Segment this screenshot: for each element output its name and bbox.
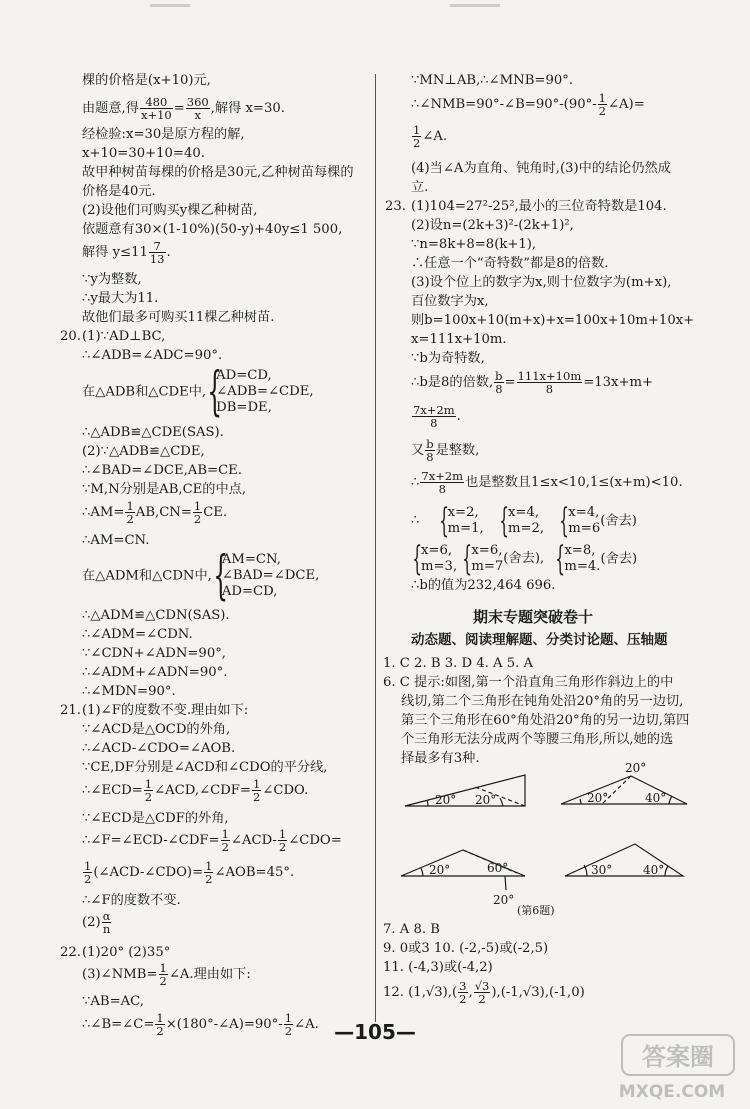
text-line: ∴AM=CN.	[82, 533, 150, 548]
pointer-line	[505, 876, 506, 890]
figure-caption: (第6题)	[517, 904, 555, 917]
text-line: ∵b为奇特数,	[411, 351, 485, 366]
text-line: (3)设个位上的数字为x,则十位数字为(m+x),	[411, 275, 672, 290]
scan-mark	[150, 4, 190, 7]
equation-line: ∴∠NMB=90°-∠B=90°-(90°- $\frac{1}{2}$ ∠A)=	[411, 91, 645, 119]
fraction: $\frac{7x+2m}{8}$	[421, 469, 464, 497]
brace-icon: {	[207, 362, 223, 422]
angle-label: 20°	[429, 863, 451, 877]
text-line: 百位数字为x,	[411, 294, 489, 309]
equation-system: x=6, m=3,	[421, 543, 458, 574]
text-line: 则b=100x+10(m+x)+x=100x+10m+10x+	[411, 313, 695, 328]
equation-line: ∴∠B=∠C= $\frac{1}{2}$ ×(180°-∠A)=90°- $\frac{1}{2}$ ∠A.	[82, 1011, 319, 1039]
fraction: $\frac{7x+2m}{8}$	[413, 403, 455, 431]
text-line: ∴∠MDN=90°.	[82, 684, 176, 699]
equation-line: ∴∠F=∠ECD-∠CDF= $\frac{1}{2}$ ∠ACD- $\frac{1}{2}$ ∠CDO=	[82, 827, 342, 855]
angle-label: 20°	[435, 793, 457, 807]
angle-label: 60°	[487, 861, 509, 875]
equation-system: x=8, m=4.	[564, 543, 601, 574]
text-line: ∴∠ADB=∠ADC=90°.	[82, 348, 223, 363]
text-line: 故他们最多可购买11棵乙种树苗.	[82, 310, 275, 325]
inequality-line: 解得 y≤11 $\frac{7}{13}$ .	[82, 239, 171, 267]
angle-label: 20°	[475, 793, 497, 807]
brace-icon: {	[462, 539, 473, 579]
text-line: ∴∠ADM+∠ADN=90°.	[82, 665, 228, 680]
system-line: 在△ADB和△CDE中,{ AD=CD, ∠ADB=∠CDE, DB=DE,	[82, 362, 314, 422]
fraction: $\frac{360}{x}$	[186, 95, 209, 123]
section-subtitle: 动态题、阅读理解题、分类讨论题、压轴题	[411, 632, 668, 648]
equation-system: x=4, m=2,	[507, 505, 545, 536]
fraction: $\frac{1}{2}$	[205, 859, 213, 887]
text-line: ∵∠CDN+∠ADN=90°,	[82, 646, 226, 661]
fraction: $\frac{\alpha}{n}$	[102, 909, 111, 937]
text-line: ∴y最大为11.	[82, 291, 159, 306]
text-line: ∴∠F的度数不变.	[82, 893, 181, 908]
equation-line: 由题意,得 $\frac{480}{x+10}$ = $\frac{360}{x}$ ,解得 x=30.	[82, 95, 285, 123]
fraction: $\frac{1}{2}$	[84, 859, 92, 887]
text-line: 棵的价格是(x+10)元,	[82, 73, 211, 88]
solution-systems: ∴ { x=2, m=1, { x=4, m=2, { x=4, m=6 (舍去)	[411, 501, 637, 541]
text-line: 经检验:x=30是原方程的解,	[82, 127, 245, 142]
equation-line: (2) $\frac{\alpha}{n}$	[82, 909, 111, 937]
text-line: (2)∵△ADB≌△CDE,	[82, 444, 205, 459]
fraction: $\frac{1}{2}$	[278, 827, 287, 855]
page-number: —105—	[334, 1020, 416, 1044]
fraction: $\frac{3}{2}$	[459, 979, 467, 1007]
system-line: 在△ADM和△CDN中,{ AM=CN, ∠BAD=∠DCE, AD=CD,	[82, 546, 320, 606]
answer-line: 线切,第二个三角形在钝角处沿20°角的另一边切,	[401, 694, 684, 709]
brace-icon: {	[213, 546, 229, 606]
fraction: $\frac{1}{2}$	[193, 499, 202, 527]
equation-line: ∴ $\frac{7x+2m}{8}$ 也是整数且1≤x<10,1≤(x+m)<10.	[411, 469, 683, 497]
equation-line: 又 $\frac{b}{8}$ 是整数,	[411, 437, 480, 465]
text-line: ∴△ADM≌△CDN(SAS).	[82, 608, 230, 623]
brace-icon: {	[438, 501, 449, 541]
equation-system: AD=CD, ∠ADB=∠CDE, DB=DE,	[216, 368, 314, 415]
text-line: (1)∵AD⊥BC,	[82, 329, 166, 344]
fraction: $\frac{√3}{2}$	[474, 979, 490, 1007]
text-line: ∵∠ECD是△CDF的外角,	[82, 811, 229, 826]
equation-line: ∴b是8的倍数, $\frac{b}{8}$ = $\frac{111x+10m}{8}$ =13x+m+	[411, 369, 654, 397]
text-line: ∴∠BAD=∠DCE,AB=CE.	[82, 463, 242, 478]
scan-mark	[450, 4, 500, 7]
fraction: $\frac{1}{2}$	[156, 1011, 164, 1039]
section-title: 期末专题突破卷十	[473, 608, 594, 626]
fraction: $\frac{1}{2}$	[252, 777, 261, 805]
fraction: $\frac{1}{2}$	[159, 961, 167, 989]
text-line: (2)设他们可购买y棵乙种树苗,	[82, 203, 258, 218]
fraction: $\frac{1}{2}$	[598, 91, 606, 119]
text-line: ∵y为整数,	[82, 272, 142, 287]
fraction: $\frac{7}{13}$	[149, 239, 165, 267]
text-line: (1)∠F的度数不变.理由如下:	[82, 703, 249, 718]
angle-label: 20°	[625, 762, 647, 775]
answer-line: 7. A 8. B	[383, 922, 440, 937]
text-line: ∴任意一个“奇特数”都是8的倍数.	[411, 256, 609, 271]
column-divider	[375, 74, 376, 1022]
answer-line: 第三个三角形在60°角处沿20°角的另一边切,第四	[401, 713, 690, 728]
text-line: ∵M,N分别是AB,CE的中点,	[82, 482, 247, 497]
brace-icon: {	[555, 539, 566, 579]
equation-line: (3)∠NMB= $\frac{1}{2}$ ∠A.理由如下:	[82, 961, 251, 989]
equation-line: $\frac{7x+2m}{8}$ .	[413, 403, 461, 431]
text-line: 立.	[411, 180, 429, 195]
text-line: x=111x+10m.	[411, 332, 507, 347]
text-line: (1)104=27²-25²,最小的三位奇特数是104.	[411, 199, 667, 214]
text-line: ∵∠ACD是△OCD的外角,	[82, 722, 231, 737]
equation-system: x=2, m=1,	[447, 505, 484, 536]
fraction: $\frac{1}{2}$	[144, 777, 153, 805]
angle-label: 20°	[587, 791, 609, 805]
equation-line: ∴AM= $\frac{1}{2}$ AB,CN= $\frac{1}{2}$ CE.	[82, 499, 228, 527]
equation-line: $\frac{1}{2}$ ∠A.	[413, 123, 448, 151]
triangles-figure	[393, 762, 693, 912]
fraction: $\frac{111x+10m}{8}$	[517, 369, 582, 397]
svg-text:MXQE.COM: MXQE.COM	[618, 1082, 726, 1102]
fraction: $\frac{1}{2}$	[126, 499, 134, 527]
answer-line: 1. C 2. B 3. D 4. A 5. A	[383, 656, 534, 671]
equation-line: $\frac{1}{2}$ (∠ACD-∠CDO)= $\frac{1}{2}$ ∠AOB=45°.	[84, 859, 295, 887]
question-number: 23.	[385, 199, 406, 214]
answer-line: 11. (-4,3)或(-4,2)	[383, 960, 493, 975]
text-line: 价格是40元.	[82, 184, 156, 199]
text-line: (1)20° (2)35°	[82, 945, 171, 960]
angle-label: 30°	[591, 863, 613, 877]
question-number: 22.	[60, 945, 81, 960]
text-line: 故甲种树苗每棵的价格是30元,乙种树苗每棵的	[82, 165, 354, 180]
question-number: 21.	[60, 703, 81, 718]
angle-label: 40°	[645, 791, 667, 805]
text-line: ∴∠ADM=∠CDN.	[82, 627, 193, 642]
equation-system: AM=CN, ∠BAD=∠DCE, AD=CD,	[221, 552, 320, 599]
fraction: $\frac{1}{2}$	[413, 123, 421, 151]
fraction: $\frac{480}{x+10}$	[140, 95, 172, 123]
brace-icon: {	[412, 539, 423, 579]
svg-text:答案圈: 答案圈	[642, 1043, 714, 1071]
equation-system: x=6, m=7	[471, 543, 504, 574]
text-line: ∵CE,DF分别是∠ACD和∠CDO的平分线,	[82, 760, 328, 775]
angle-label: 20°	[493, 893, 515, 907]
answer-line: 择最多有3种.	[401, 751, 480, 766]
text-line: ∵AB=AC,	[82, 994, 144, 1009]
equation-line: ∴∠ECD= $\frac{1}{2}$ ∠ACD,∠CDF= $\frac{1}{2}$ ∠CDO.	[82, 777, 309, 805]
answer-line: 9. 0或3 10. (-2,-5)或(-2,5)	[383, 941, 549, 956]
text-line: ∵MN⊥AB,∴∠MNB=90°.	[411, 73, 574, 88]
fraction: $\frac{1}{2}$	[284, 1011, 293, 1039]
brace-icon: {	[559, 501, 570, 541]
text-line: (2)设n=(2k+3)²-(2k+1)²,	[411, 218, 574, 233]
fraction: $\frac{1}{2}$	[221, 827, 229, 855]
brace-icon: {	[499, 501, 509, 541]
text-line: ∵n=8k+8=8(k+1),	[411, 237, 537, 252]
text-line: ∴b的值为232,464 696.	[411, 578, 556, 593]
equation-system: x=4, m=6	[568, 505, 601, 536]
fraction: $\frac{b}{8}$	[426, 437, 434, 465]
fraction: $\frac{b}{8}$	[495, 369, 503, 397]
text-line: ∴△ADB≌△CDE(SAS).	[82, 425, 224, 440]
text-line: 依题意有30×(1-10%)(50-y)+40y≤1 500,	[82, 222, 343, 237]
answer-line: 6. C 提示:如图,第一个沿直角三角形作斜边上的中	[383, 675, 674, 690]
solution-systems: { x=6, m=3, { x=6, m=7 (舍去), { x=8, m=4. (舍去)	[412, 539, 638, 579]
question-number: 20.	[60, 329, 81, 344]
answer-line: 个三角形无法分成两个等腰三角形,所以,她的选	[401, 732, 674, 747]
watermark-logo	[592, 1027, 742, 1107]
text-line: (4)当∠A为直角、钝角时,(3)中的结论仍然成	[411, 161, 671, 176]
text-line: ∴∠ACD-∠CDO=∠AOB.	[82, 741, 236, 756]
triangle-1	[405, 775, 525, 806]
answer-line: 12. (1,√3),( $\frac{3}{2}$ , $\frac{√3}{2}$ ),(-1,√3),(-1,0)	[383, 979, 585, 1007]
text-line: x+10=30+10=40.	[82, 146, 205, 161]
angle-label: 40°	[643, 863, 665, 877]
